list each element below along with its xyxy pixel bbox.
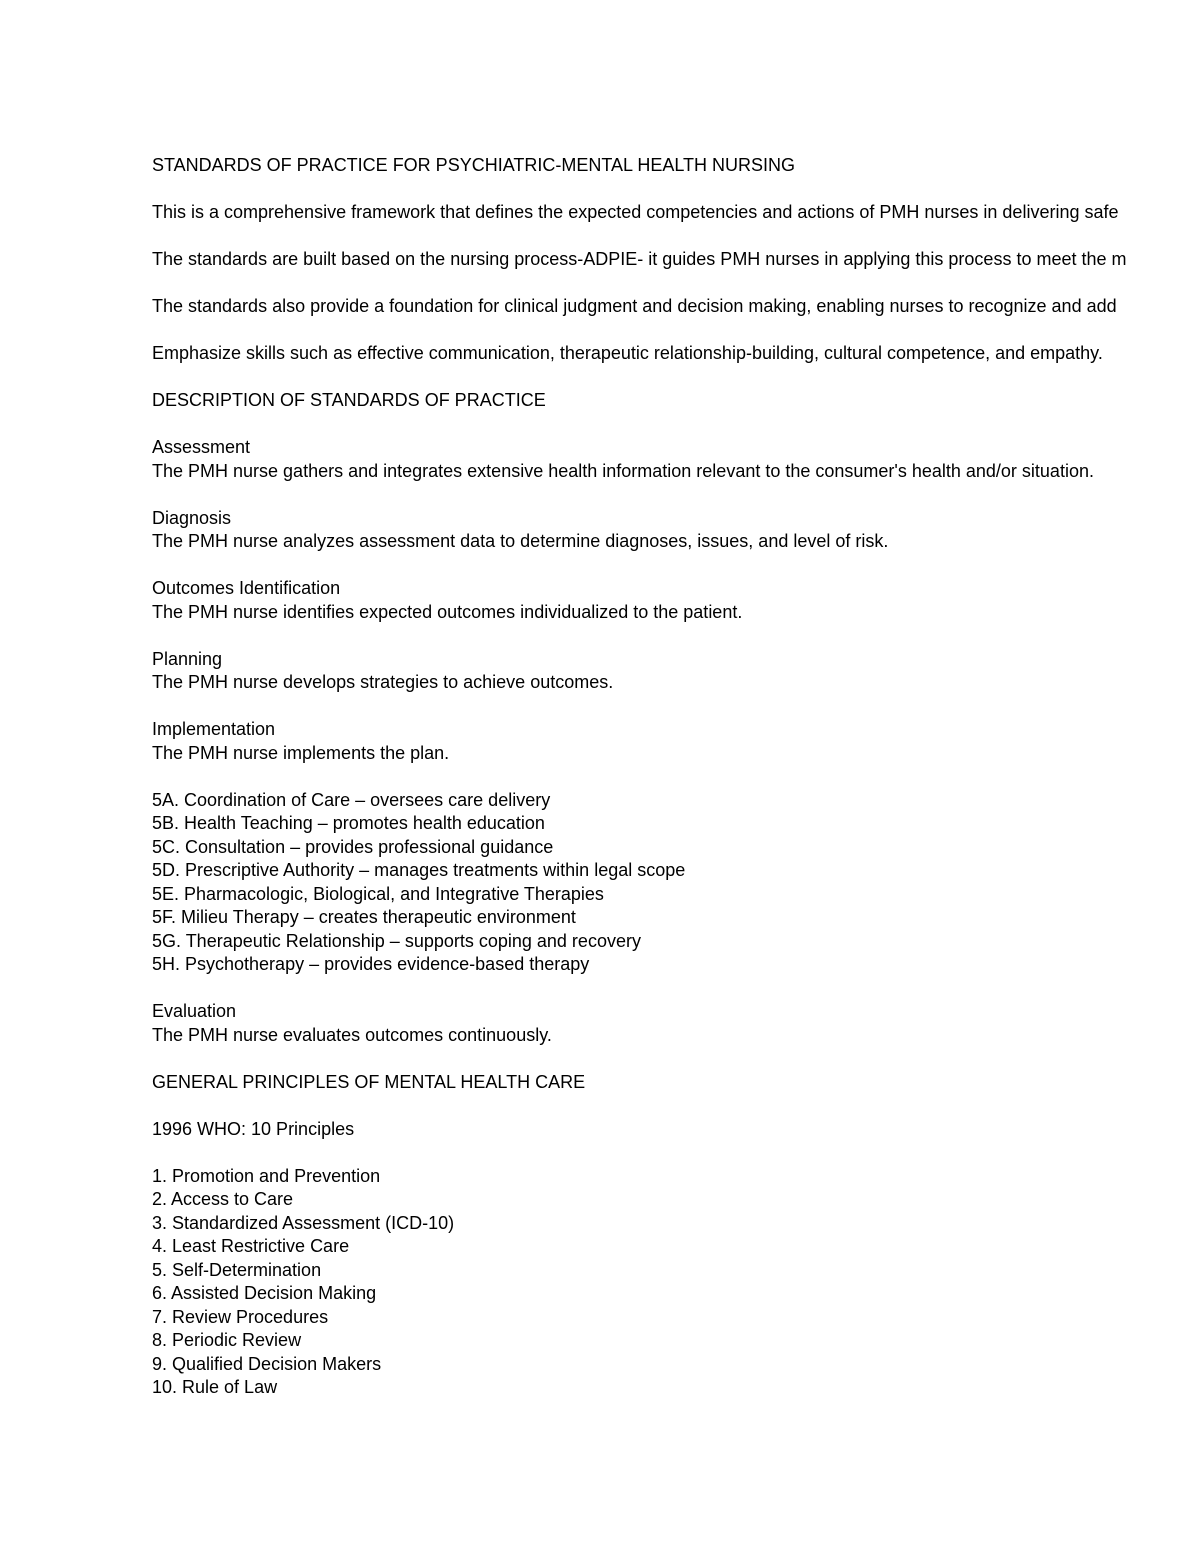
standard-name-diagnosis: Diagnosis — [152, 507, 232, 528]
standard-text-evaluation: The PMH nurse evaluates outcomes continuously. — [152, 1024, 552, 1045]
principle-item: 3. Standardized Assessment (ICD-10) — [152, 1212, 455, 1233]
principle-item: 1. Promotion and Prevention — [152, 1165, 381, 1186]
principle-item: 10. Rule of Law — [152, 1377, 278, 1397]
standard-text-diagnosis: The PMH nurse analyzes assessment data to determine diagnoses, issues, and level of risk. — [152, 531, 889, 551]
standard-text-assessment: The PMH nurse gathers and integrates extensive health information relevant to the consumer's health and/or situation. — [152, 460, 1094, 481]
standard-text-outcomes: The PMH nurse identifies expected outcomes individualized to the patient. — [152, 601, 743, 622]
standard-name-planning: Planning — [152, 648, 223, 669]
principle-item: 4. Least Restrictive Care — [152, 1236, 350, 1256]
principle-item: 2. Access to Care — [152, 1189, 294, 1209]
standard-name-outcomes: Outcomes Identification — [152, 578, 341, 598]
intro-paragraph: The standards also provide a foundation for clinical judgment and decision making, enabling nurses to recognize and add — [152, 296, 1117, 316]
principle-item: 7. Review Procedures — [152, 1306, 329, 1327]
implementation-subitem: 5C. Consultation – provides professional guidance — [152, 836, 554, 857]
intro-paragraph: Emphasize skills such as effective communication, therapeutic relationship-building, cultural competence, and empathy. — [152, 343, 1103, 363]
implementation-subitem: 5E. Pharmacologic, Biological, and Integrative Therapies — [152, 883, 604, 904]
principle-item: 6. Assisted Decision Making — [152, 1283, 377, 1303]
standard-text-planning: The PMH nurse develops strategies to achieve outcomes. — [152, 672, 614, 692]
implementation-subitem: 5G. Therapeutic Relationship – supports coping and recovery — [152, 930, 641, 951]
standard-name-evaluation: Evaluation — [152, 1001, 237, 1021]
implementation-subitem: 5D. Prescriptive Authority – manages treatments within legal scope — [152, 860, 686, 880]
implementation-subitem: 5B. Health Teaching – promotes health education — [152, 813, 545, 833]
principles-subheading: 1996 WHO: 10 Principles — [152, 1118, 355, 1139]
standard-name-implementation: Implementation — [152, 719, 276, 739]
standard-text-implementation: The PMH nurse implements the plan. — [152, 742, 450, 763]
section-heading-description: DESCRIPTION OF STANDARDS OF PRACTICE — [152, 390, 546, 410]
implementation-subitem: 5A. Coordination of Care – oversees care delivery — [152, 789, 551, 810]
intro-paragraph: The standards are built based on the nursing process-ADPIE- it guides PMH nurses in applying this process to meet the m — [152, 249, 1127, 269]
section-heading-principles: GENERAL PRINCIPLES OF MENTAL HEALTH CARE — [152, 1071, 586, 1092]
principle-item: 8. Periodic Review — [152, 1330, 302, 1350]
principle-item: 5. Self-Determination — [152, 1259, 322, 1280]
standard-name-assessment: Assessment — [152, 437, 251, 457]
implementation-subitem: 5F. Milieu Therapy – creates therapeutic environment — [152, 907, 576, 927]
intro-paragraph: This is a comprehensive framework that defines the expected competencies and actions of PMH nurses in delivering safe — [152, 202, 1119, 222]
implementation-subitem: 5H. Psychotherapy – provides evidence-based therapy — [152, 954, 590, 974]
document-title: STANDARDS OF PRACTICE FOR PSYCHIATRIC-MENTAL HEALTH NURSING — [152, 155, 796, 175]
document-body — [152, 154, 1200, 1400]
principle-item: 9. Qualified Decision Makers — [152, 1353, 382, 1374]
